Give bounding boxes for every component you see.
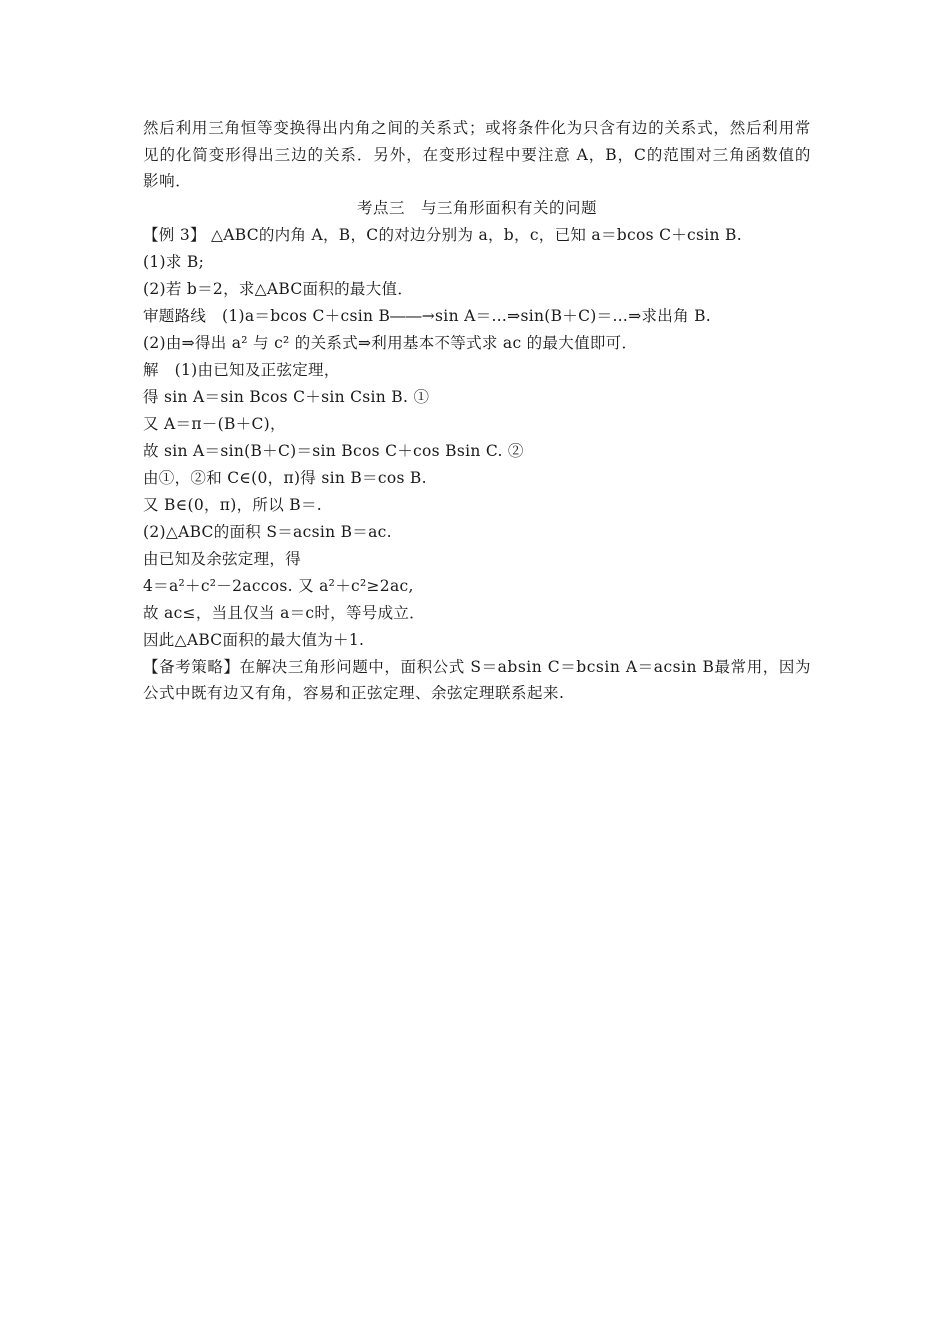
question-1: (1)求 B;: [143, 252, 205, 271]
intro-paragraph: 然后利用三角恒等变换得出内角之间的关系式；或将条件化为只含有边的关系式，然后利用常见的化简变形得出三边的关系．另外，在变形过程中要注意 A，B，C的范围对三角函数值的影响．: [143, 119, 811, 190]
solution-line: 由①，②和 C∈(0，π)得 sin B＝cos B.: [143, 468, 427, 487]
solution-line: 故 ac≤，当且仅当 a＝c时，等号成立．: [143, 603, 425, 622]
analysis-route-1: 审题路线 (1)a＝bcos C＋csin B――→sin A＝…⇒sin(B＋C)＝…⇒求出角 B.: [143, 306, 712, 325]
solution-line: 解 (1)由已知及正弦定理，: [143, 360, 340, 379]
section-heading: 考点三 与三角形面积有关的问题: [356, 198, 597, 217]
solution-line: 故 sin A＝sin(B＋C)＝sin Bcos C＋cos Bsin C. ②: [143, 441, 524, 460]
solution-line: 4＝a²＋c²－2accos. 又 a²＋c²≥2ac,: [143, 576, 414, 595]
solution-line: 又 A＝π－(B＋C)，: [143, 414, 286, 433]
document-page: [143, 115, 811, 707]
example-statement: 【例 3】 △ABC的内角 A，B，C的对边分别为 a，b，c，已知 a＝bcos C＋csin B.: [143, 225, 742, 244]
solution-line: 又 B∈(0，π)，所以 B＝.: [143, 495, 322, 514]
solution-line: 因此△ABC面积的最大值为＋1.: [143, 630, 365, 649]
solution-line: 得 sin A＝sin Bcos C＋sin Csin B. ①: [143, 387, 430, 406]
question-2: (2)若 b＝2，求△ABC面积的最大值．: [143, 279, 414, 298]
analysis-route-2: (2)由⇒得出 a² 与 c² 的关系式⇒利用基本不等式求 ac 的最大值即可．: [143, 333, 638, 352]
strategy-paragraph: 【备考策略】在解决三角形问题中，面积公式 S＝absin C＝bcsin A＝acsin B最常用，因为公式中既有边又有角，容易和正弦定理、余弦定理联系起来.: [143, 657, 811, 702]
solution-line: 由已知及余弦定理，得: [143, 549, 302, 568]
solution-line: (2)△ABC的面积 S＝acsin B＝ac.: [143, 522, 392, 541]
